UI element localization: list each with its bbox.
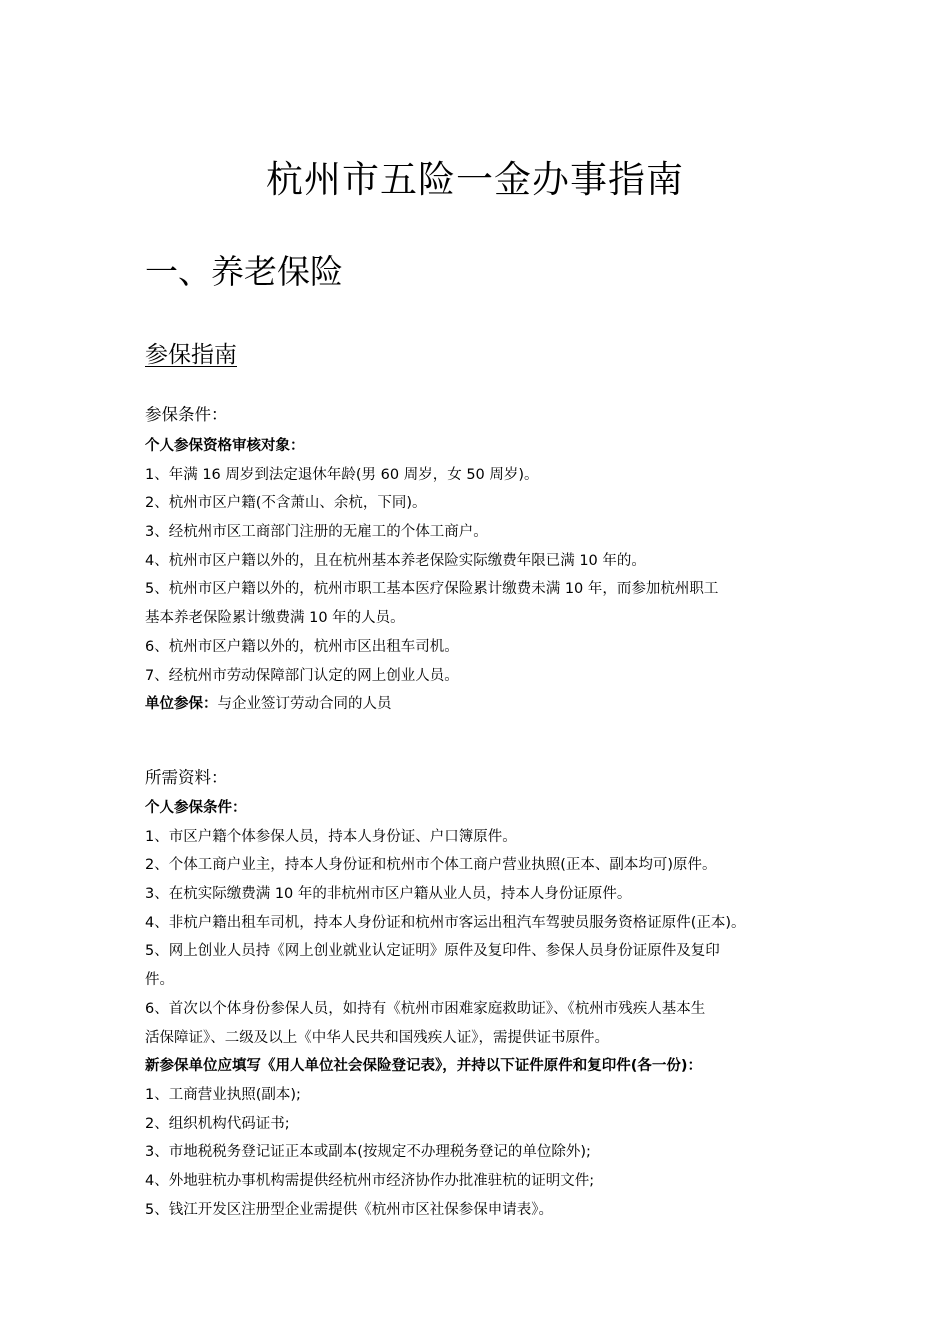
unit-materials-heading: 新参保单位应填写《用人单位社会保险登记表》，并持以下证件原件和复印件(各一份)：	[145, 1058, 703, 1075]
materials-block	[145, 794, 825, 1224]
list-item: 1、市区户籍个体参保人员，持本人身份证、户口簿原件。	[145, 828, 517, 845]
list-item: 3、市地税税务登记证正本或副本(按规定不办理税务登记的单位除外);	[145, 1144, 591, 1161]
individual-materials-heading: 个人参保条件：	[145, 800, 247, 816]
list-item: 5、钱江开发区注册型企业需提供《杭州市区社保参保申请表》。	[145, 1201, 553, 1218]
list-item: 活保障证》、二级及以上《中华人民共和国残疾人证》，需提供证书原件。	[145, 1029, 609, 1046]
unit-enrollment-text: 与企业签订劳动合同的人员	[217, 696, 392, 713]
conditions-block	[145, 432, 825, 719]
list-item: 件。	[145, 972, 174, 989]
section-heading: 一、养老保险	[145, 252, 343, 291]
list-item: 6、杭州市区户籍以外的，杭州市区出租车司机。	[145, 638, 459, 655]
conditions-heading: 参保条件：	[145, 405, 228, 424]
list-item: 1、年满 16 周岁到法定退休年龄(男 60 周岁，女 50 周岁)。	[145, 466, 539, 483]
list-item: 3、经杭州市区工商部门注册的无雇工的个体工商户。	[145, 524, 488, 541]
materials-heading: 所需资料：	[145, 768, 228, 787]
unit-enrollment-line	[145, 690, 825, 719]
list-item: 基本养老保险累计缴费满 10 年的人员。	[145, 610, 405, 627]
list-item: 2、个体工商户业主，持本人身份证和杭州市个体工商户营业执照(正本、副本均可)原件。	[145, 857, 717, 874]
list-item: 3、在杭实际缴费满 10 年的非杭州市区户籍从业人员，持本人身份证原件。	[145, 886, 632, 903]
list-item: 7、经杭州市劳动保障部门认定的网上创业人员。	[145, 667, 459, 684]
list-item: 4、杭州市区户籍以外的，且在杭州基本养老保险实际缴费年限已满 10 年的。	[145, 552, 646, 569]
unit-enrollment-label: 单位参保：	[145, 696, 218, 713]
individual-eligibility-heading: 个人参保资格审核对象：	[145, 438, 305, 454]
subsection-heading: 参保指南	[145, 342, 237, 368]
list-item: 2、杭州市区户籍(不含萧山、余杭，下同)。	[145, 495, 427, 512]
list-item: 1、工商营业执照(副本);	[145, 1086, 301, 1103]
list-item: 6、首次以个体身份参保人员，如持有《杭州市困难家庭救助证》、《杭州市残疾人基本生	[145, 1000, 706, 1017]
list-item: 5、杭州市区户籍以外的，杭州市职工基本医疗保险累计缴费未满 10 年，而参加杭州职工	[145, 581, 719, 598]
list-item: 4、外地驻杭办事机构需提供经杭州市经济协作办批准驻杭的证明文件;	[145, 1172, 595, 1189]
list-item: 5、网上创业人员持《网上创业就业认定证明》原件及复印件、参保人员身份证原件及复印	[145, 943, 720, 960]
list-item: 4、非杭户籍出租车司机，持本人身份证和杭州市客运出租汽车驾驶员服务资格证原件(正本)。	[145, 914, 746, 931]
document-title: 杭州市五险一金办事指南	[266, 158, 684, 201]
list-item: 2、组织机构代码证书;	[145, 1115, 290, 1132]
